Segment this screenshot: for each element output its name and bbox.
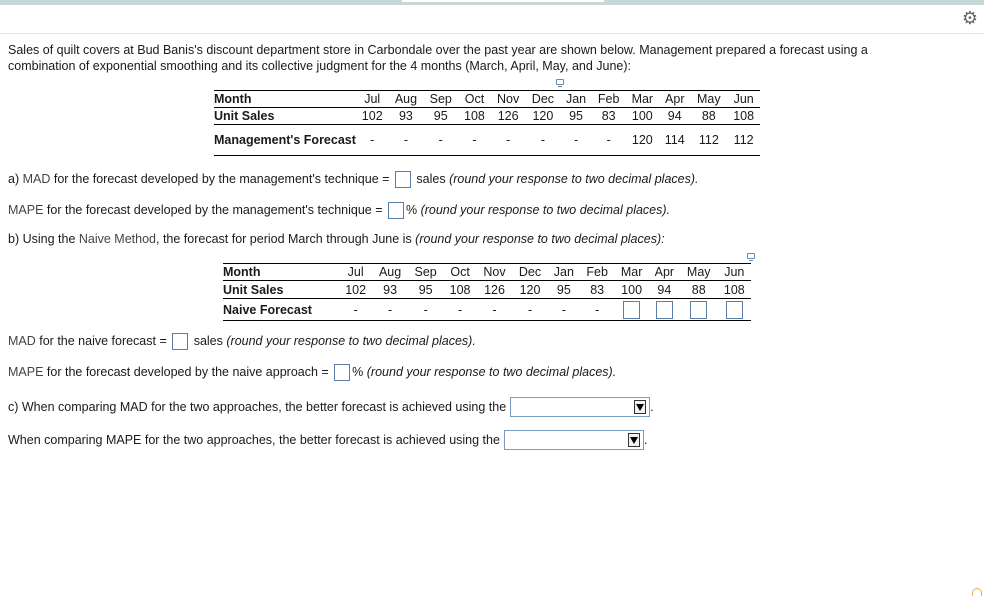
rounding-hint: (round your response to two decimal places). bbox=[449, 172, 699, 186]
sales-cell: 126 bbox=[477, 281, 513, 299]
month-cell: Dec bbox=[512, 264, 548, 281]
sales-cell: 100 bbox=[626, 108, 660, 125]
month-cell: Dec bbox=[526, 91, 561, 108]
month-cell: Mar bbox=[626, 91, 660, 108]
help-icon[interactable] bbox=[972, 588, 982, 596]
sales-cell: 108 bbox=[727, 108, 760, 125]
sales-cell: 95 bbox=[423, 108, 458, 125]
naive-mape-line bbox=[8, 364, 616, 381]
table-row-naive-forecast bbox=[223, 299, 751, 321]
month-cell: Sep bbox=[408, 264, 444, 281]
row-label: Unit Sales bbox=[223, 281, 339, 299]
month-cell: Jan bbox=[548, 264, 580, 281]
part-c-mad-line bbox=[8, 397, 654, 417]
top-bar-tab bbox=[402, 0, 604, 2]
month-cell: May bbox=[690, 91, 727, 108]
mad-term[interactable]: MAD bbox=[22, 172, 51, 186]
forecast-cell: 114 bbox=[659, 125, 690, 156]
month-cell: Jul bbox=[339, 264, 372, 281]
forecast-cell: 120 bbox=[626, 125, 660, 156]
row-label: Naive Forecast bbox=[223, 299, 339, 321]
mad-unit: sales bbox=[412, 172, 450, 186]
management-table bbox=[214, 90, 760, 156]
sales-cell: 100 bbox=[614, 281, 648, 299]
forecast-cell: - bbox=[339, 299, 372, 321]
sales-cell: 108 bbox=[443, 281, 476, 299]
naive-table bbox=[223, 263, 751, 321]
part-b-text: , the forecast for period March through June is bbox=[156, 232, 416, 246]
table-row-forecast bbox=[214, 125, 760, 156]
forecast-cell: - bbox=[423, 125, 458, 156]
sales-cell: 120 bbox=[526, 108, 561, 125]
table-icon[interactable] bbox=[747, 253, 755, 259]
table-row-sales bbox=[223, 281, 751, 299]
sales-cell: 126 bbox=[491, 108, 526, 125]
month-cell: Jun bbox=[727, 91, 760, 108]
mape-text: for the forecast developed by the management's technique = bbox=[43, 203, 386, 217]
header-divider bbox=[0, 33, 984, 34]
forecast-cell: - bbox=[477, 299, 513, 321]
month-cell: Jul bbox=[356, 91, 389, 108]
month-cell: Sep bbox=[423, 91, 458, 108]
mad-comparison-dropdown[interactable] bbox=[510, 397, 650, 417]
dropdown-arrow-icon[interactable] bbox=[634, 400, 646, 414]
mape-term[interactable]: MAPE bbox=[8, 365, 44, 379]
rounding-hint: (round your response to two decimal places). bbox=[420, 203, 671, 217]
gear-icon[interactable]: ⚙ bbox=[961, 8, 979, 28]
mad-text: for the naive forecast = bbox=[35, 334, 171, 348]
part-a-mape-line bbox=[8, 202, 670, 219]
period: . bbox=[643, 433, 648, 447]
mad-term[interactable]: MAD bbox=[8, 334, 36, 348]
table-row-month bbox=[223, 264, 751, 281]
forecast-cell: - bbox=[408, 299, 444, 321]
forecast-cell: 112 bbox=[727, 125, 760, 156]
mad-unit: sales bbox=[190, 334, 227, 348]
month-cell: Apr bbox=[649, 264, 680, 281]
month-cell: Oct bbox=[443, 264, 476, 281]
forecast-cell: 112 bbox=[690, 125, 727, 156]
forecast-cell: - bbox=[512, 299, 548, 321]
sales-cell: 93 bbox=[389, 108, 424, 125]
naive-forecast-input-jun[interactable] bbox=[726, 301, 743, 319]
naive-forecast-input-may[interactable] bbox=[690, 301, 707, 319]
row-label: Unit Sales bbox=[214, 108, 356, 125]
naive-forecast-input-apr[interactable] bbox=[656, 301, 673, 319]
part-a-mad-line bbox=[8, 171, 699, 188]
problem-intro: Sales of quilt covers at Bud Banis's discount department store in Carbondale over the past year are shown below. Management prepared a forecast using a combination of exponential smoothing and its collective judgment for the 4 months (March, April, May, and June): bbox=[8, 43, 868, 73]
forecast-cell: - bbox=[458, 125, 491, 156]
part-b-line bbox=[8, 232, 665, 246]
sales-cell: 83 bbox=[580, 281, 614, 299]
part-c-mape-line bbox=[8, 430, 647, 450]
dropdown-arrow-icon[interactable] bbox=[628, 433, 640, 447]
part-a-prefix: a) bbox=[8, 172, 23, 186]
rounding-hint: (round your response to two decimal places). bbox=[226, 334, 476, 348]
naive-method-term[interactable]: Naive Method bbox=[78, 232, 156, 246]
sales-cell: 83 bbox=[592, 108, 626, 125]
forecast-cell: - bbox=[356, 125, 389, 156]
month-cell: May bbox=[680, 264, 718, 281]
top-bar bbox=[0, 0, 984, 5]
mape-naive-input[interactable] bbox=[334, 364, 350, 381]
forecast-cell: - bbox=[526, 125, 561, 156]
row-label: Management's Forecast bbox=[214, 125, 356, 156]
forecast-cell: - bbox=[491, 125, 526, 156]
mape-management-input[interactable] bbox=[388, 202, 404, 219]
month-cell: Aug bbox=[389, 91, 424, 108]
month-cell: Nov bbox=[477, 264, 513, 281]
forecast-cell: - bbox=[592, 125, 626, 156]
naive-forecast-cell-may bbox=[680, 299, 718, 321]
mad-text: for the forecast developed by the management's technique = bbox=[50, 172, 393, 186]
sales-cell: 88 bbox=[690, 108, 727, 125]
mad-management-input[interactable] bbox=[395, 171, 411, 188]
forecast-cell: - bbox=[443, 299, 476, 321]
naive-mad-line bbox=[8, 333, 476, 350]
month-cell: Aug bbox=[372, 264, 408, 281]
naive-forecast-cell-apr bbox=[649, 299, 680, 321]
rounding-hint: (round your response to two decimal places): bbox=[415, 232, 665, 246]
month-cell: Oct bbox=[458, 91, 491, 108]
sales-cell: 88 bbox=[680, 281, 718, 299]
forecast-cell: - bbox=[580, 299, 614, 321]
mape-term[interactable]: MAPE bbox=[8, 203, 44, 217]
sales-cell: 108 bbox=[458, 108, 491, 125]
naive-forecast-cell-mar bbox=[614, 299, 648, 321]
month-cell: Jun bbox=[718, 264, 751, 281]
month-cell: Nov bbox=[491, 91, 526, 108]
naive-forecast-cell-jun bbox=[718, 299, 751, 321]
part-c-mad-text: c) When comparing MAD for the two approaches, the better forecast is achieved using the bbox=[8, 400, 507, 414]
mape-unit: % bbox=[405, 203, 421, 217]
row-label: Month bbox=[223, 264, 339, 281]
forecast-cell: - bbox=[560, 125, 592, 156]
mape-comparison-dropdown[interactable] bbox=[504, 430, 644, 450]
forecast-cell: - bbox=[372, 299, 408, 321]
mape-unit: % bbox=[352, 365, 367, 379]
sales-cell: 108 bbox=[718, 281, 751, 299]
sales-cell: 95 bbox=[548, 281, 580, 299]
month-cell: Feb bbox=[580, 264, 614, 281]
sales-cell: 93 bbox=[372, 281, 408, 299]
part-b-prefix: b) Using the bbox=[8, 232, 79, 246]
forecast-cell: - bbox=[548, 299, 580, 321]
sales-cell: 94 bbox=[649, 281, 680, 299]
table-icon[interactable] bbox=[556, 79, 564, 85]
forecast-cell: - bbox=[389, 125, 424, 156]
part-c-mape-text: When comparing MAPE for the two approaches, the better forecast is achieved using the bbox=[8, 433, 500, 447]
sales-cell: 94 bbox=[659, 108, 690, 125]
mape-text: for the forecast developed by the naive approach = bbox=[43, 365, 333, 379]
sales-cell: 102 bbox=[339, 281, 372, 299]
sales-cell: 95 bbox=[408, 281, 444, 299]
naive-forecast-input-mar[interactable] bbox=[623, 301, 640, 319]
sales-cell: 95 bbox=[560, 108, 592, 125]
sales-cell: 102 bbox=[356, 108, 389, 125]
month-cell: Jan bbox=[560, 91, 592, 108]
table-row-sales bbox=[214, 108, 760, 125]
mad-naive-input[interactable] bbox=[172, 333, 188, 350]
sales-cell: 120 bbox=[512, 281, 548, 299]
table-row-month bbox=[214, 91, 760, 108]
row-label: Month bbox=[214, 91, 356, 108]
rounding-hint: (round your response to two decimal places). bbox=[366, 365, 617, 379]
month-cell: Mar bbox=[614, 264, 648, 281]
month-cell: Apr bbox=[659, 91, 690, 108]
period: . bbox=[650, 400, 654, 414]
month-cell: Feb bbox=[592, 91, 626, 108]
